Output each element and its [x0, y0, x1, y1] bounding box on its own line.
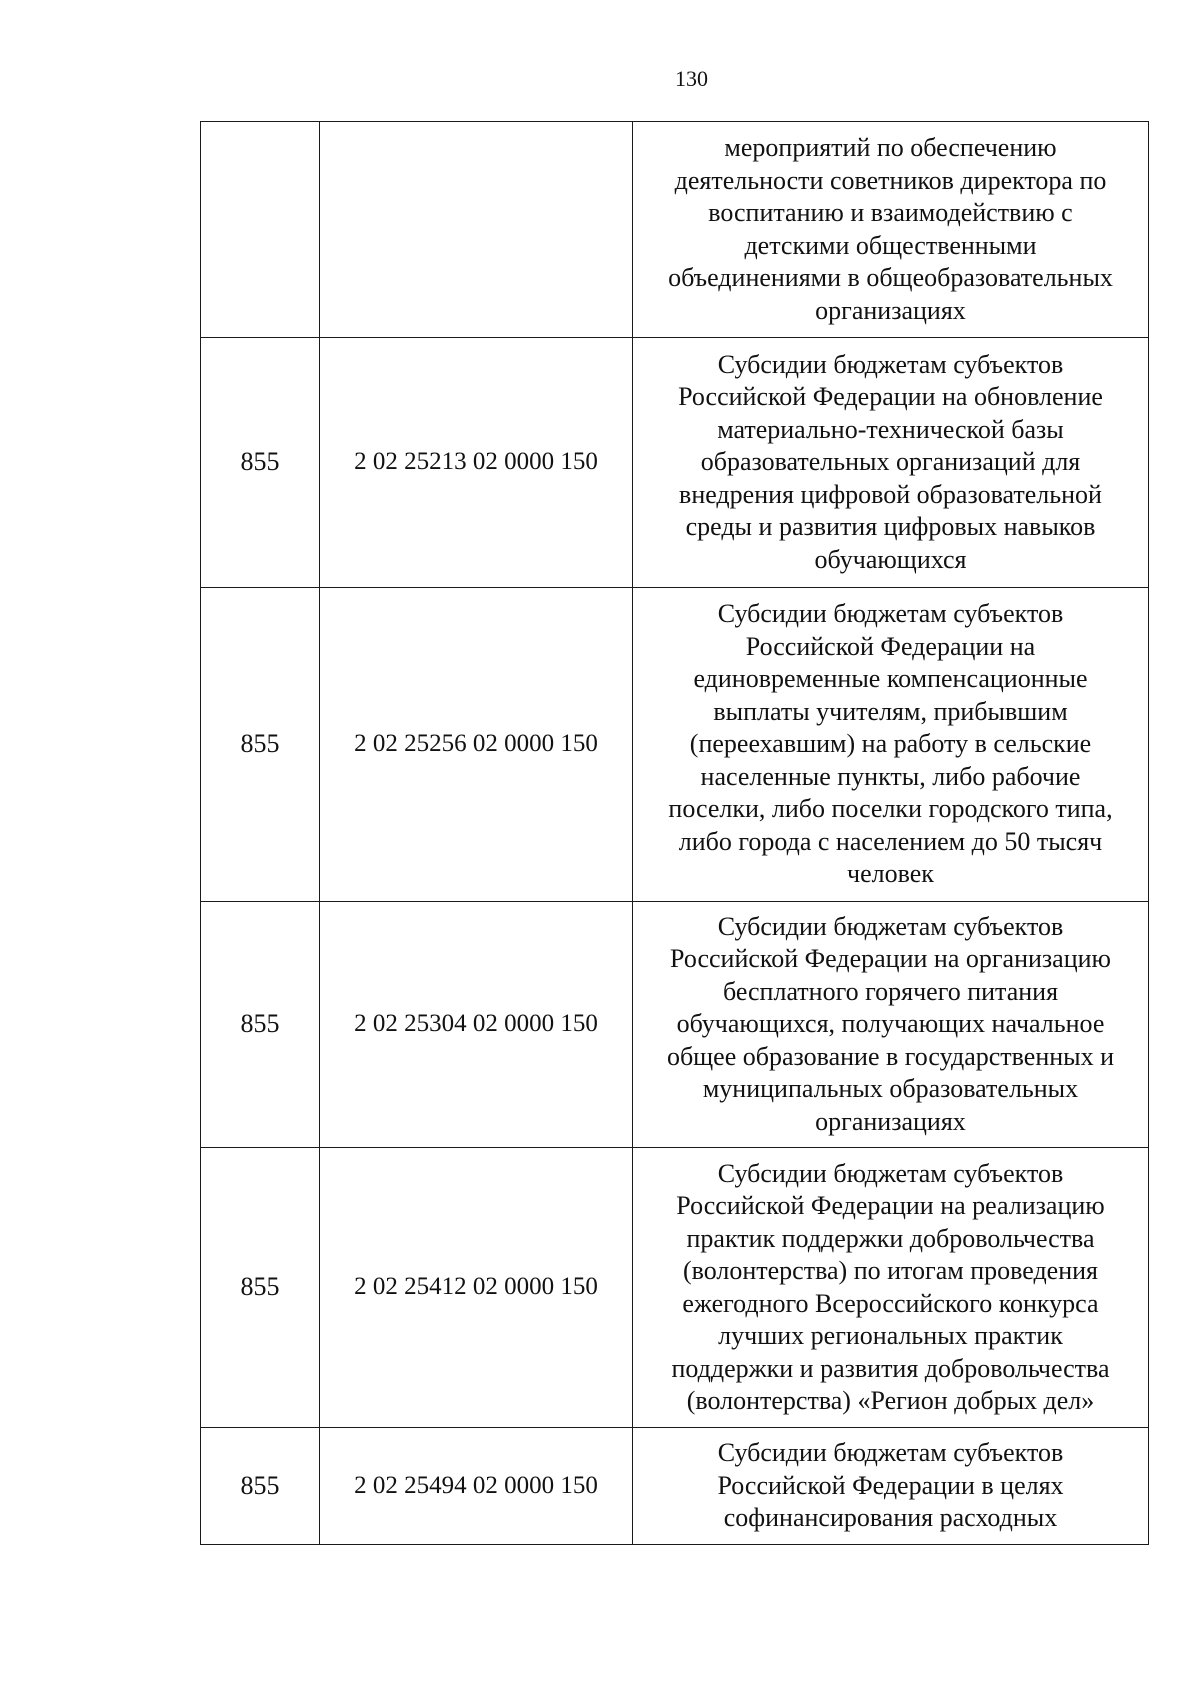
- budget-classification-table: [200, 121, 1149, 1545]
- description-line: поселки, либо поселки городского типа,: [668, 794, 1113, 824]
- budget-code-cell: [320, 122, 633, 338]
- table-body: [201, 122, 1149, 1545]
- page-number: 130: [675, 66, 708, 91]
- admin-code-cell: 855: [201, 588, 320, 902]
- admin-code-cell: 855: [201, 1148, 320, 1428]
- table-row: [201, 902, 1149, 1148]
- description-line: обучающихся, получающих начальное: [676, 1009, 1105, 1039]
- description-cell: [633, 122, 1149, 338]
- description-line: среды и развития цифровых навыков: [685, 512, 1096, 542]
- admin-code-cell: [201, 122, 320, 338]
- description-line: Российской Федерации в целях: [717, 1470, 1064, 1500]
- description-cell: [633, 902, 1149, 1148]
- description-line: детскими общественными: [744, 230, 1037, 260]
- description-line: Российской Федерации на: [745, 631, 1036, 661]
- description-line: ежегодного Всероссийского конкурса: [682, 1288, 1099, 1318]
- description-line: воспитанию и взаимодействию с: [708, 198, 1073, 227]
- description-line: бесплатного горячего питания: [722, 976, 1059, 1006]
- description-cell: [633, 588, 1149, 902]
- description-line: (волонтерства) по итогам проведения: [682, 1256, 1099, 1285]
- admin-code-cell: 855: [201, 1428, 320, 1545]
- budget-code-cell: 2 02 25213 02 0000 150: [320, 338, 633, 588]
- budget-code-cell: 2 02 25494 02 0000 150: [320, 1428, 633, 1545]
- description-line: организациях: [815, 1106, 966, 1136]
- description-line: Субсидии бюджетам субъектов: [717, 911, 1064, 941]
- description-line: практик поддержки добровольчества: [686, 1223, 1095, 1253]
- description-line: Российской Федерации на обновление: [678, 382, 1103, 412]
- table-row: [201, 588, 1149, 902]
- description-line: либо города с населением до 50 тысяч: [678, 826, 1103, 856]
- budget-code-cell: 2 02 25256 02 0000 150: [320, 588, 633, 902]
- admin-code-cell: 855: [201, 902, 320, 1148]
- description-line: Субсидии бюджетам субъектов: [717, 1438, 1064, 1468]
- description-cell: [633, 1428, 1149, 1545]
- table-row: [201, 122, 1149, 338]
- description-line: мероприятий по обеспечению: [724, 133, 1057, 162]
- description-line: Субсидии бюджетам субъектов: [717, 349, 1064, 379]
- description-line: внедрения цифровой образовательной: [679, 479, 1102, 509]
- description-cell: [633, 338, 1149, 588]
- description-line: населенные пункты, либо рабочие: [700, 761, 1081, 791]
- description-line: общее образование в государственных и: [666, 1041, 1115, 1071]
- budget-code-cell: 2 02 25304 02 0000 150: [320, 902, 633, 1148]
- budget-code-cell: 2 02 25412 02 0000 150: [320, 1148, 633, 1428]
- description-line: Субсидии бюджетам субъектов: [717, 1158, 1064, 1188]
- description-line: объединениями в общеобразовательных: [668, 263, 1113, 292]
- table-row: [201, 1428, 1149, 1545]
- table-row: [201, 338, 1149, 588]
- description-line: Российской Федерации на реализацию: [676, 1191, 1105, 1220]
- description-line: материально-технической базы: [717, 414, 1064, 444]
- description-line: софинансирования расходных: [723, 1503, 1058, 1533]
- description-line: (переехавшим) на работу в сельские: [689, 729, 1092, 759]
- description-line: образовательных организаций для: [700, 447, 1081, 477]
- description-cell: [633, 1148, 1149, 1428]
- admin-code-cell: 855: [201, 338, 320, 588]
- description-line: (волонтерства) «Регион добрых дел»: [686, 1386, 1095, 1415]
- description-line: обучающихся: [814, 544, 967, 574]
- description-line: лучших региональных практик: [718, 1321, 1063, 1350]
- description-line: поддержки и развития добровольчества: [671, 1353, 1110, 1383]
- description-line: Российской Федерации на организацию: [670, 944, 1111, 974]
- description-line: организациях: [815, 295, 966, 325]
- description-line: единовременные компенсационные: [693, 664, 1088, 694]
- table-row: [201, 1148, 1149, 1428]
- description-line: муниципальных образовательных: [702, 1074, 1079, 1104]
- description-line: выплаты учителям, прибывшим: [713, 696, 1068, 726]
- description-line: человек: [847, 859, 934, 889]
- description-line: Субсидии бюджетам субъектов: [717, 599, 1064, 629]
- description-line: деятельности советников директора по: [674, 165, 1107, 195]
